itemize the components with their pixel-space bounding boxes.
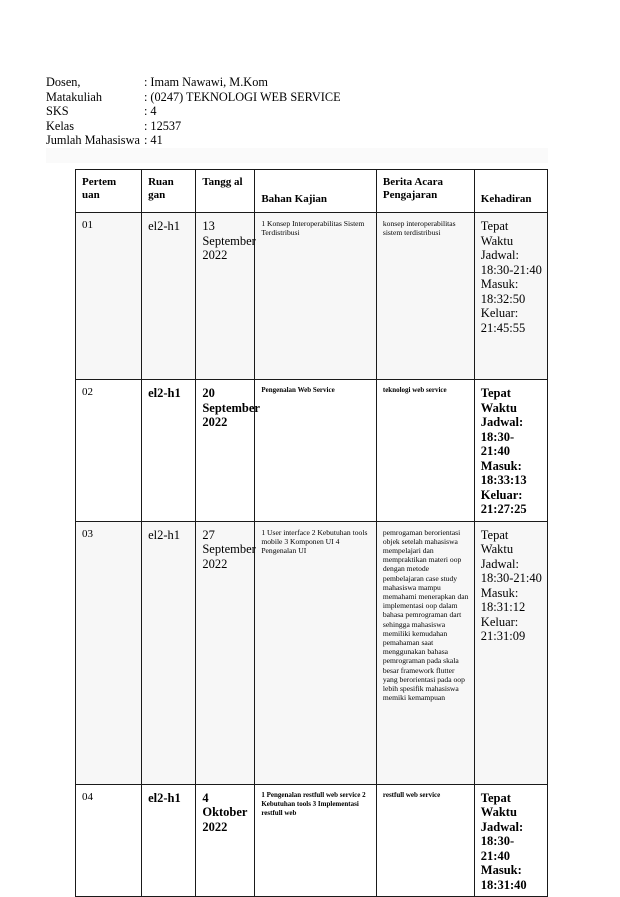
attendance-schedule-label: Jadwal:	[480, 248, 519, 262]
cell-tanggal: 20 September 2022	[196, 380, 255, 522]
attendance-schedule-time: 18:30-21:40	[480, 429, 515, 458]
cell-pertemuan: 04	[76, 784, 142, 897]
cell-kehadiran	[474, 521, 547, 784]
cell-bahan-kajian: 1 Pengenalan restfull web service 2 Kebutuhan tools 3 Implementasi restfull web	[255, 784, 377, 897]
schedule-table	[75, 169, 548, 897]
attendance-in-time: 18:33:13	[480, 473, 527, 487]
cell-tanggal: 4 Oktober 2022	[196, 784, 255, 897]
meta-separator: :	[144, 89, 148, 104]
attendance-out-label: Keluar:	[480, 306, 519, 320]
table-row	[76, 380, 548, 522]
cell-berita-acara: restfull web service	[376, 784, 474, 897]
meta-divider-band	[46, 148, 548, 163]
attendance-status: Tepat Waktu	[480, 527, 514, 556]
meta-value: 4	[150, 104, 157, 119]
attendance-schedule-label: Jadwal:	[480, 556, 519, 571]
cell-bahan-kajian: 1 User interface 2 Kebutuhan tools mobile 3 Komponen UI 4 Pengenalan UI	[255, 521, 377, 784]
meta-key: Matakuliah	[46, 89, 103, 104]
attendance-in-label: Masuk:	[480, 277, 519, 291]
attendance-schedule-time: 18:30-21:40	[480, 571, 542, 585]
meta-value: 41	[150, 133, 163, 148]
cell-pertemuan: 03	[76, 521, 142, 784]
table-row	[76, 213, 548, 380]
meta-row-sks	[46, 104, 341, 119]
meta-value: 12537	[150, 118, 182, 133]
cell-ruangan: el2-h1	[142, 521, 196, 784]
attendance-out-time: 21:45:55	[480, 320, 526, 335]
meta-row-dosen	[46, 75, 341, 90]
cell-berita-acara: teknologi web service	[376, 380, 474, 522]
table-header-row	[76, 170, 548, 213]
table-row	[76, 521, 548, 784]
cell-ruangan: el2-h1	[142, 784, 196, 897]
header-kehadiran: Kehadiran	[474, 170, 547, 213]
attendance-in-time: 18:31:12	[480, 600, 526, 614]
cell-pertemuan: 02	[76, 380, 142, 522]
cell-bahan-kajian: Pengenalan Web Service	[255, 380, 377, 522]
attendance-schedule-label: Jadwal:	[480, 819, 524, 834]
meta-value: (0247) TEKNOLOGI WEB SERVICE	[150, 89, 341, 104]
course-info	[46, 75, 341, 148]
cell-berita-acara: pemrogaman berorientasi objek setelah mahasiswa mempelajari dan mempraktikan materi oop dengan metode pembelajaran case study mahasiswa mampu memahami menerapkan dan implementasi oop dalam bahasa pemrograman dart sehingga mahasiswa memiliki kemudahan pemahaman saat menggunakan bahasa pemrograman pada skala besar framework flutter yang berorientasi pada oop lebih spesifik mahasiswa memiki kemampuan	[376, 521, 474, 784]
attendance-in-label: Masuk:	[480, 585, 519, 600]
cell-kehadiran	[474, 213, 547, 380]
attendance-schedule-time: 18:30-21:40	[480, 834, 515, 863]
header-ruangan: Ruan gan	[142, 170, 196, 213]
cell-kehadiran	[474, 784, 547, 897]
meta-separator: :	[144, 104, 148, 119]
attendance-status: Tepat Waktu	[480, 790, 517, 819]
header-pertemuan: Pertem uan	[76, 170, 142, 213]
header-tanggal: Tangg al	[196, 170, 255, 213]
attendance-schedule-label: Jadwal:	[480, 415, 524, 429]
meta-separator: :	[144, 133, 148, 148]
attendance-in-label: Masuk:	[480, 863, 522, 877]
attendance-out-label: Keluar:	[480, 614, 519, 629]
cell-ruangan: el2-h1	[142, 213, 196, 380]
meta-value: Imam Nawawi, M.Kom	[150, 75, 268, 89]
meta-key: Kelas	[46, 118, 74, 133]
cell-pertemuan: 01	[76, 213, 142, 380]
meta-row-matakuliah	[46, 90, 341, 105]
attendance-out-label: Keluar:	[480, 487, 523, 502]
header-berita-acara: Berita Acara Pengajaran	[376, 170, 474, 213]
attendance-status: Tepat Waktu	[480, 219, 514, 248]
cell-tanggal: 13 September 2022	[196, 213, 255, 380]
meta-separator: :	[144, 118, 148, 133]
meta-key: Dosen,	[46, 75, 81, 89]
attendance-in-label: Masuk:	[480, 458, 522, 473]
cell-ruangan: el2-h1	[142, 380, 196, 522]
cell-tanggal: 27 September 2022	[196, 521, 255, 784]
cell-berita-acara: konsep interoperabilitas sistem terdistribusi	[376, 213, 474, 380]
header-bahan-kajian: Bahan Kajian	[255, 170, 377, 213]
meta-row-jumlah-mahasiswa	[46, 133, 341, 148]
meta-separator: :	[144, 75, 148, 89]
cell-kehadiran	[474, 380, 547, 522]
table-row	[76, 784, 548, 897]
cell-bahan-kajian: 1 Konsep Interoperabilitas Sistem Terdistribusi	[255, 213, 377, 380]
attendance-in-time: 18:32:50	[480, 291, 526, 306]
attendance-status: Tepat Waktu	[480, 386, 517, 415]
attendance-in-time: 18:31:40	[480, 877, 527, 892]
attendance-schedule-time: 18:30-21:40	[480, 262, 542, 277]
meta-row-kelas	[46, 119, 341, 134]
attendance-out-time: 21:31:09	[480, 629, 526, 643]
meta-key: SKS	[46, 104, 69, 119]
meta-key: Jumlah Mahasiswa	[46, 133, 140, 148]
attendance-out-time: 21:27:25	[480, 502, 527, 516]
